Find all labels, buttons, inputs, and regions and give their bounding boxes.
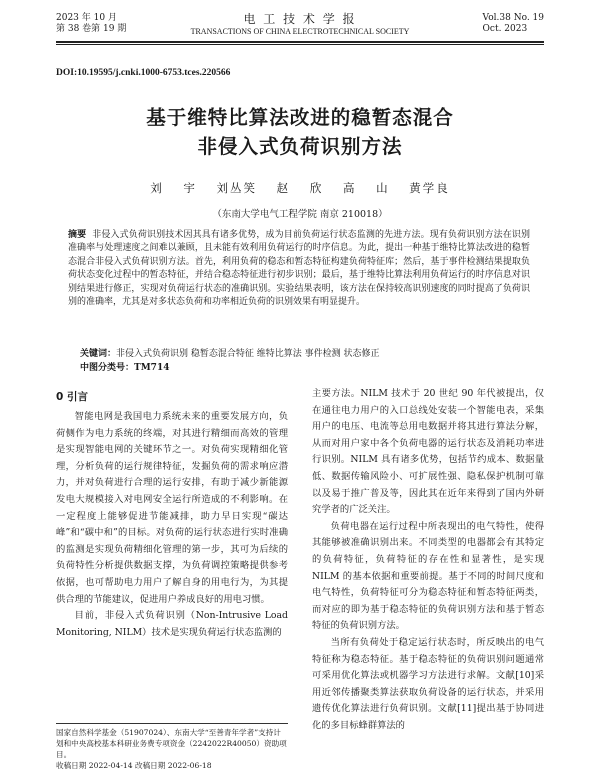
section-heading-introduction: 0 引言 <box>56 391 88 403</box>
journal-name-en: TRANSACTIONS OF CHINA ELECTROTECHNICAL SOCIETY <box>190 27 410 36</box>
left-column <box>56 409 288 717</box>
affiliation: （东南大学电气工程学院 南京 210018） <box>212 209 388 220</box>
header-date <box>56 13 126 35</box>
header-volume-line: 第 38 卷第 19 期 <box>56 24 127 34</box>
intro-paragraph-5: 当所有负荷处于稳定运行状态时，所反映出的电气特征称为稳态特征。基于稳态特征的负荷识别问题通常可采用优化算法或机器学习方法进行求解。文献[10]采用近邻传播聚类算法获取负荷设备的运行状态，并采用遗传优化算法进行负荷识别。文献[11]提出基于协同进化的多目标蜂群算法的 <box>312 636 544 731</box>
header-issue-line1: Vol.38 No. 19 <box>482 13 544 23</box>
title-line-1: 基于维特比算法改进的稳暂态混合 <box>146 106 454 129</box>
title-line-2: 非侵入式负荷识别方法 <box>197 135 403 158</box>
funding-note: 国家自然科学基金（51907024）、东南大学“至善青年学者”支持计划和中央高校基本科研业务费专项资金（2242022R40050）资助项目。 <box>56 728 287 759</box>
intro-paragraph-4: 负荷电器在运行过程中所表现出的电气特性，使得其能够被准确识别出来。不同类型的电器都会有其特定的负荷特征，负荷特征的存在性和显著性，是实现 NILM 的基本依据和重要前提。基于不同的时间尺度和电气特性，负荷特征可分为稳态特征和暂态特征两类，而对应的即为基于稳态特征的负荷识别方法和基于暂态特征的负荷识别方法。 <box>312 520 544 632</box>
clc-label: 中图分类号： <box>80 363 135 373</box>
intro-paragraph-1: 智能电网是我国电力系统未来的重要发展方向，负荷侧作为电力系统的终端，对其进行精细而高效的管理是实现智能电网的关键环节之一。对负荷实现精细化管理，分析负荷的运行规律特征，发掘负荷的需求响应潜力，并对负荷进行合理的运行安排，有助于减少新能源发电大规模接入对电网安全运行所造成的不利影响。在一定程度上能够促进节能减排，助力早日实现“碳达峰”和“碳中和”的目标。对负荷的运行状态进行实时准确的监测是实现负荷精细化管理的第一步，其可为后续的负荷特性分析提供数据支撑，为负荷调控策略提供参考依据，也可帮助电力用户了解自身的用电行为，为其提供合理的节能建议，促进用户养成良好的用电习惯。 <box>56 411 288 605</box>
journal-name <box>150 13 450 37</box>
footnote <box>56 727 288 771</box>
doi: DOI:10.19595/j.cnki.1000-6753.tces.220566 <box>56 68 231 78</box>
header-rule-thick <box>56 41 544 43</box>
header-rule-thin <box>56 44 544 45</box>
journal-name-cn: 电 工 技 术 学 报 <box>243 12 357 26</box>
clc-text: TM714 <box>134 363 170 373</box>
right-column <box>312 386 544 762</box>
abstract-text: 非侵入式负荷识别技术因其具有诸多优势，成为目前负荷运行状态监测的先进方法。现有负荷识别方法在识别准确率与处理速度之间难以兼顾，且未能有效利用负荷运行的时序信息。为此，提出一种基于维特比算法改进的稳暂态混合非侵入式负荷识别方法。首先，利用负荷的稳态和暂态特征构建负荷特征库；然后，基于事件检测结果提取负荷状态变化过程中的暂态特征，并结合稳态特征进行初步识别；最后，基于维特比算法利用负荷运行的时序信息对识别结果进行修正，实现对负荷运行状态的准确识别。实验结果表明，该方法在保持较高识别速度的同时提高了负荷识别的准确率，尤其是对多状态负荷和功率相近负荷的识别效果有明显提升。 <box>68 230 530 308</box>
clc-number <box>80 362 530 375</box>
received-date: 收稿日期 2022-04-14 改稿日期 2022-06-18 <box>56 761 212 770</box>
footnote-rule <box>56 723 288 724</box>
abstract <box>68 229 530 309</box>
header-date-line: 2023 年 10 月 <box>56 13 117 23</box>
keywords <box>80 348 530 361</box>
header-issue-line2: Oct. 2023 <box>482 24 528 34</box>
intro-paragraph-3: 主要方法。NILM 技术于 20 世纪 90 年代被提出，仅在通往电力用户的入口总线处安装一个智能电表，采集用户的电压、电流等总用电数据并将其进行算法分解，从而对用户家中各个负荷电器的运行状态及消耗功率进行识别。NILM 具有诸多优势，包括节约成本、数据量低、数据传输风险小、可扩展性强、隐私保护机制可靠以及易于推广普及等，因此其在近年来得到了国内外研究学者的广泛关注。 <box>312 388 544 516</box>
authors: 刘 宇 刘丛笑 赵 欣 高 山 黄学良 <box>150 181 450 195</box>
keywords-text: 非侵入式负荷识别 稳暂态混合特征 维特比算法 事件检测 状态修正 <box>116 349 380 359</box>
abstract-label: 摘要 <box>68 230 87 240</box>
header-issue <box>483 13 544 35</box>
keywords-label: 关键词： <box>80 349 117 359</box>
intro-paragraph-2: 目前，非侵入式负荷识别（Non-Intrusive Load Monitoring, NILM）技术是实现负荷运行状态监测的 <box>56 610 288 638</box>
